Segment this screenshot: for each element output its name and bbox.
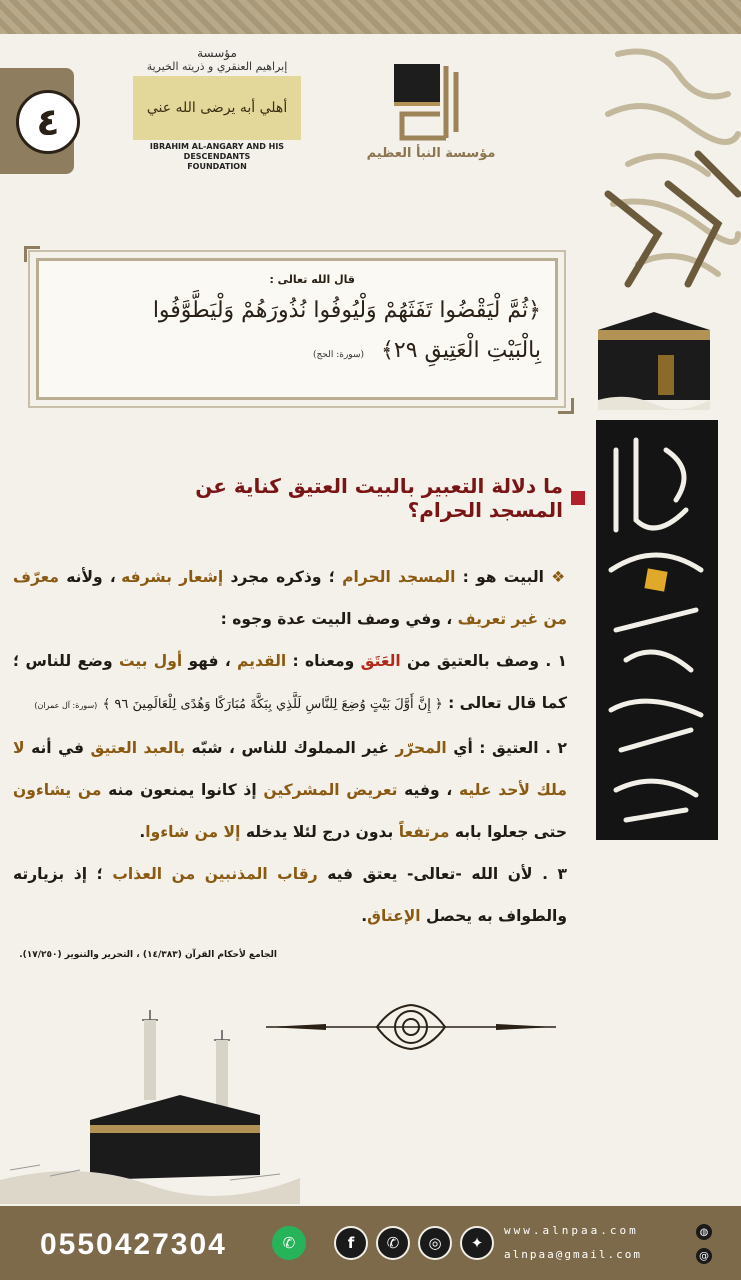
- hajj-calligraphy-panel: [596, 420, 718, 840]
- point-text: وصف بالعتيق من: [400, 652, 546, 670]
- top-ornament-strip: [0, 0, 741, 34]
- intro-highlight: معرّف من غير تعريف: [13, 568, 567, 628]
- episode-number-badge: ٤: [16, 90, 80, 154]
- frame-corner-br: [558, 398, 574, 414]
- point-number: ١ .: [545, 652, 567, 670]
- intro-text: ، وفي وصف البيت عدة وجوه :: [220, 610, 458, 628]
- intro-text: ، ولأنه: [59, 568, 122, 586]
- sources-citation: الجامع لأحكام القرآن (١٤/٣٨٣) ، التحرير والتنوير (١٧/٢٥٠).: [19, 950, 277, 960]
- website-link[interactable]: www.alnpaa.com: [504, 1224, 639, 1237]
- point-text: في أنه: [24, 739, 91, 757]
- foundation-logo: [132, 46, 302, 184]
- point-highlight: الإعتاق: [367, 907, 421, 925]
- globe-icon: ◍: [696, 1224, 712, 1240]
- point-text: .: [139, 823, 146, 841]
- point-text: حتى جعلوا بابه: [449, 823, 567, 841]
- frame-corner-tl: [24, 246, 40, 262]
- whatsapp-icon[interactable]: ✆: [272, 1226, 306, 1260]
- question-marker-icon: [571, 491, 585, 505]
- question-heading: [165, 474, 585, 522]
- foundation-name-line2: إبراهيم العنقري و ذريته الخيرية: [146, 60, 288, 73]
- point-text: ، وفيه: [397, 781, 459, 799]
- org-logo-mark: [392, 62, 470, 142]
- point-text: وضع للناس ؛كما قال تعالى :: [13, 652, 567, 712]
- point-text: إذ كانوا يمنعون منه: [101, 781, 264, 799]
- point-text: .: [361, 907, 368, 925]
- point-highlight: القديم: [237, 652, 287, 670]
- verse-reference: (سورة: الحج): [312, 350, 365, 360]
- point-1: [13, 640, 567, 727]
- verse-line-2-text: بِالْبَيْتِ الْعَتِيقِ ٢٩﴾: [381, 338, 541, 363]
- intro-paragraph: [13, 556, 567, 640]
- point-highlight: أول بيت: [118, 652, 183, 670]
- verse-line-1: ﴿ثُمَّ لْيَقْضُوا تَفَثَهُمْ وَلْيُوفُوا نُذُورَهُمْ وَلْيَطَّوَّفُوا: [152, 298, 541, 323]
- instagram-icon[interactable]: ◎: [418, 1226, 452, 1260]
- intro-text: ؛ وذكره مجرد: [223, 568, 343, 586]
- at-icon: @: [696, 1248, 712, 1264]
- whatsapp-social-icon[interactable]: ✆: [376, 1226, 410, 1260]
- verse-line-2: [53, 331, 541, 375]
- point-highlight: تعريض المشركين: [263, 781, 398, 799]
- org-logo-name: مؤسسة النبأ العظيم: [366, 146, 496, 161]
- intro-highlight: إشعار بشرفه: [121, 568, 224, 586]
- verse-intro: قال الله تعالى :: [269, 273, 355, 286]
- point-text: العتيق : أي: [446, 739, 546, 757]
- intro-text: البيت هو :: [455, 568, 544, 586]
- point-text: غير المملوك للناس ، شبّه: [185, 739, 396, 757]
- kaaba-side-image: [598, 300, 710, 410]
- point-text: ، فهو: [182, 652, 238, 670]
- point-3: [13, 853, 567, 937]
- email-link[interactable]: alnpaa@gmail.com: [504, 1248, 642, 1261]
- point-highlight: إلا من شاءوا: [145, 823, 241, 841]
- kaaba-illustration: [0, 990, 300, 1204]
- foundation-motto: أهلي أبه يرضى الله عني: [133, 76, 301, 140]
- quoted-verse: ﴿ إِنَّ أَوَّلَ بَيْتٍ وُضِعَ لِلنَّاسِ لَلَّذِي بِبَكَّةَ مُبَارَكًا وَهُدًى لِلْعَالَمِينَ ٩٦ ﴾: [102, 697, 443, 712]
- facebook-icon[interactable]: f: [334, 1226, 368, 1260]
- point-highlight: مرتفعاً: [398, 823, 450, 841]
- ornamental-divider: [266, 1002, 556, 1052]
- point-highlight: المحرّر: [395, 739, 447, 757]
- phone-number[interactable]: 0550427304: [40, 1228, 227, 1261]
- org-logo: [356, 62, 506, 174]
- point-highlight: رقاب المذنبين من العذاب: [112, 865, 318, 883]
- point-highlight: بالعبد العتيق: [90, 739, 186, 757]
- quoted-verse-reference: (سورة: آل عمران): [34, 701, 98, 710]
- intro-highlight: المسجد الحرام: [342, 568, 456, 586]
- question-text: ما دلالة التعبير بالبيت العتيق كناية عن المسجد الحرام؟: [195, 474, 563, 522]
- point-highlight: من يشاءون: [13, 781, 102, 799]
- point-highlight: لا ملك لأحد عليه: [13, 739, 567, 799]
- point-number: ٣ .: [542, 865, 567, 883]
- point-text: ؛ إذ بزيارته والطواف به يحصل: [13, 865, 567, 925]
- foundation-name-line1: مؤسسة: [197, 46, 237, 60]
- footer-bar: [0, 1206, 741, 1280]
- verse-frame: [36, 258, 558, 400]
- twitter-icon[interactable]: ✦: [460, 1226, 494, 1260]
- foundation-name-en-line2: FOUNDATION: [187, 162, 247, 171]
- verse-text: [53, 291, 541, 375]
- point-highlight: العَتَق: [360, 652, 401, 670]
- explanation-body: [13, 556, 567, 937]
- diamond-bullet-icon: ❖: [551, 568, 567, 586]
- point-2: [13, 727, 567, 853]
- point-text: لأن الله -تعالى- يعتق فيه: [317, 865, 543, 883]
- point-text: ومعناه :: [286, 652, 361, 670]
- point-text: بدون درج لئلا يدخله: [240, 823, 399, 841]
- point-number: ٢ .: [545, 739, 567, 757]
- foundation-name-en-line1: IBRAHIM AL-ANGARY AND HIS DESCENDANTS: [149, 142, 285, 161]
- side-calligraphy-panel: [598, 34, 741, 300]
